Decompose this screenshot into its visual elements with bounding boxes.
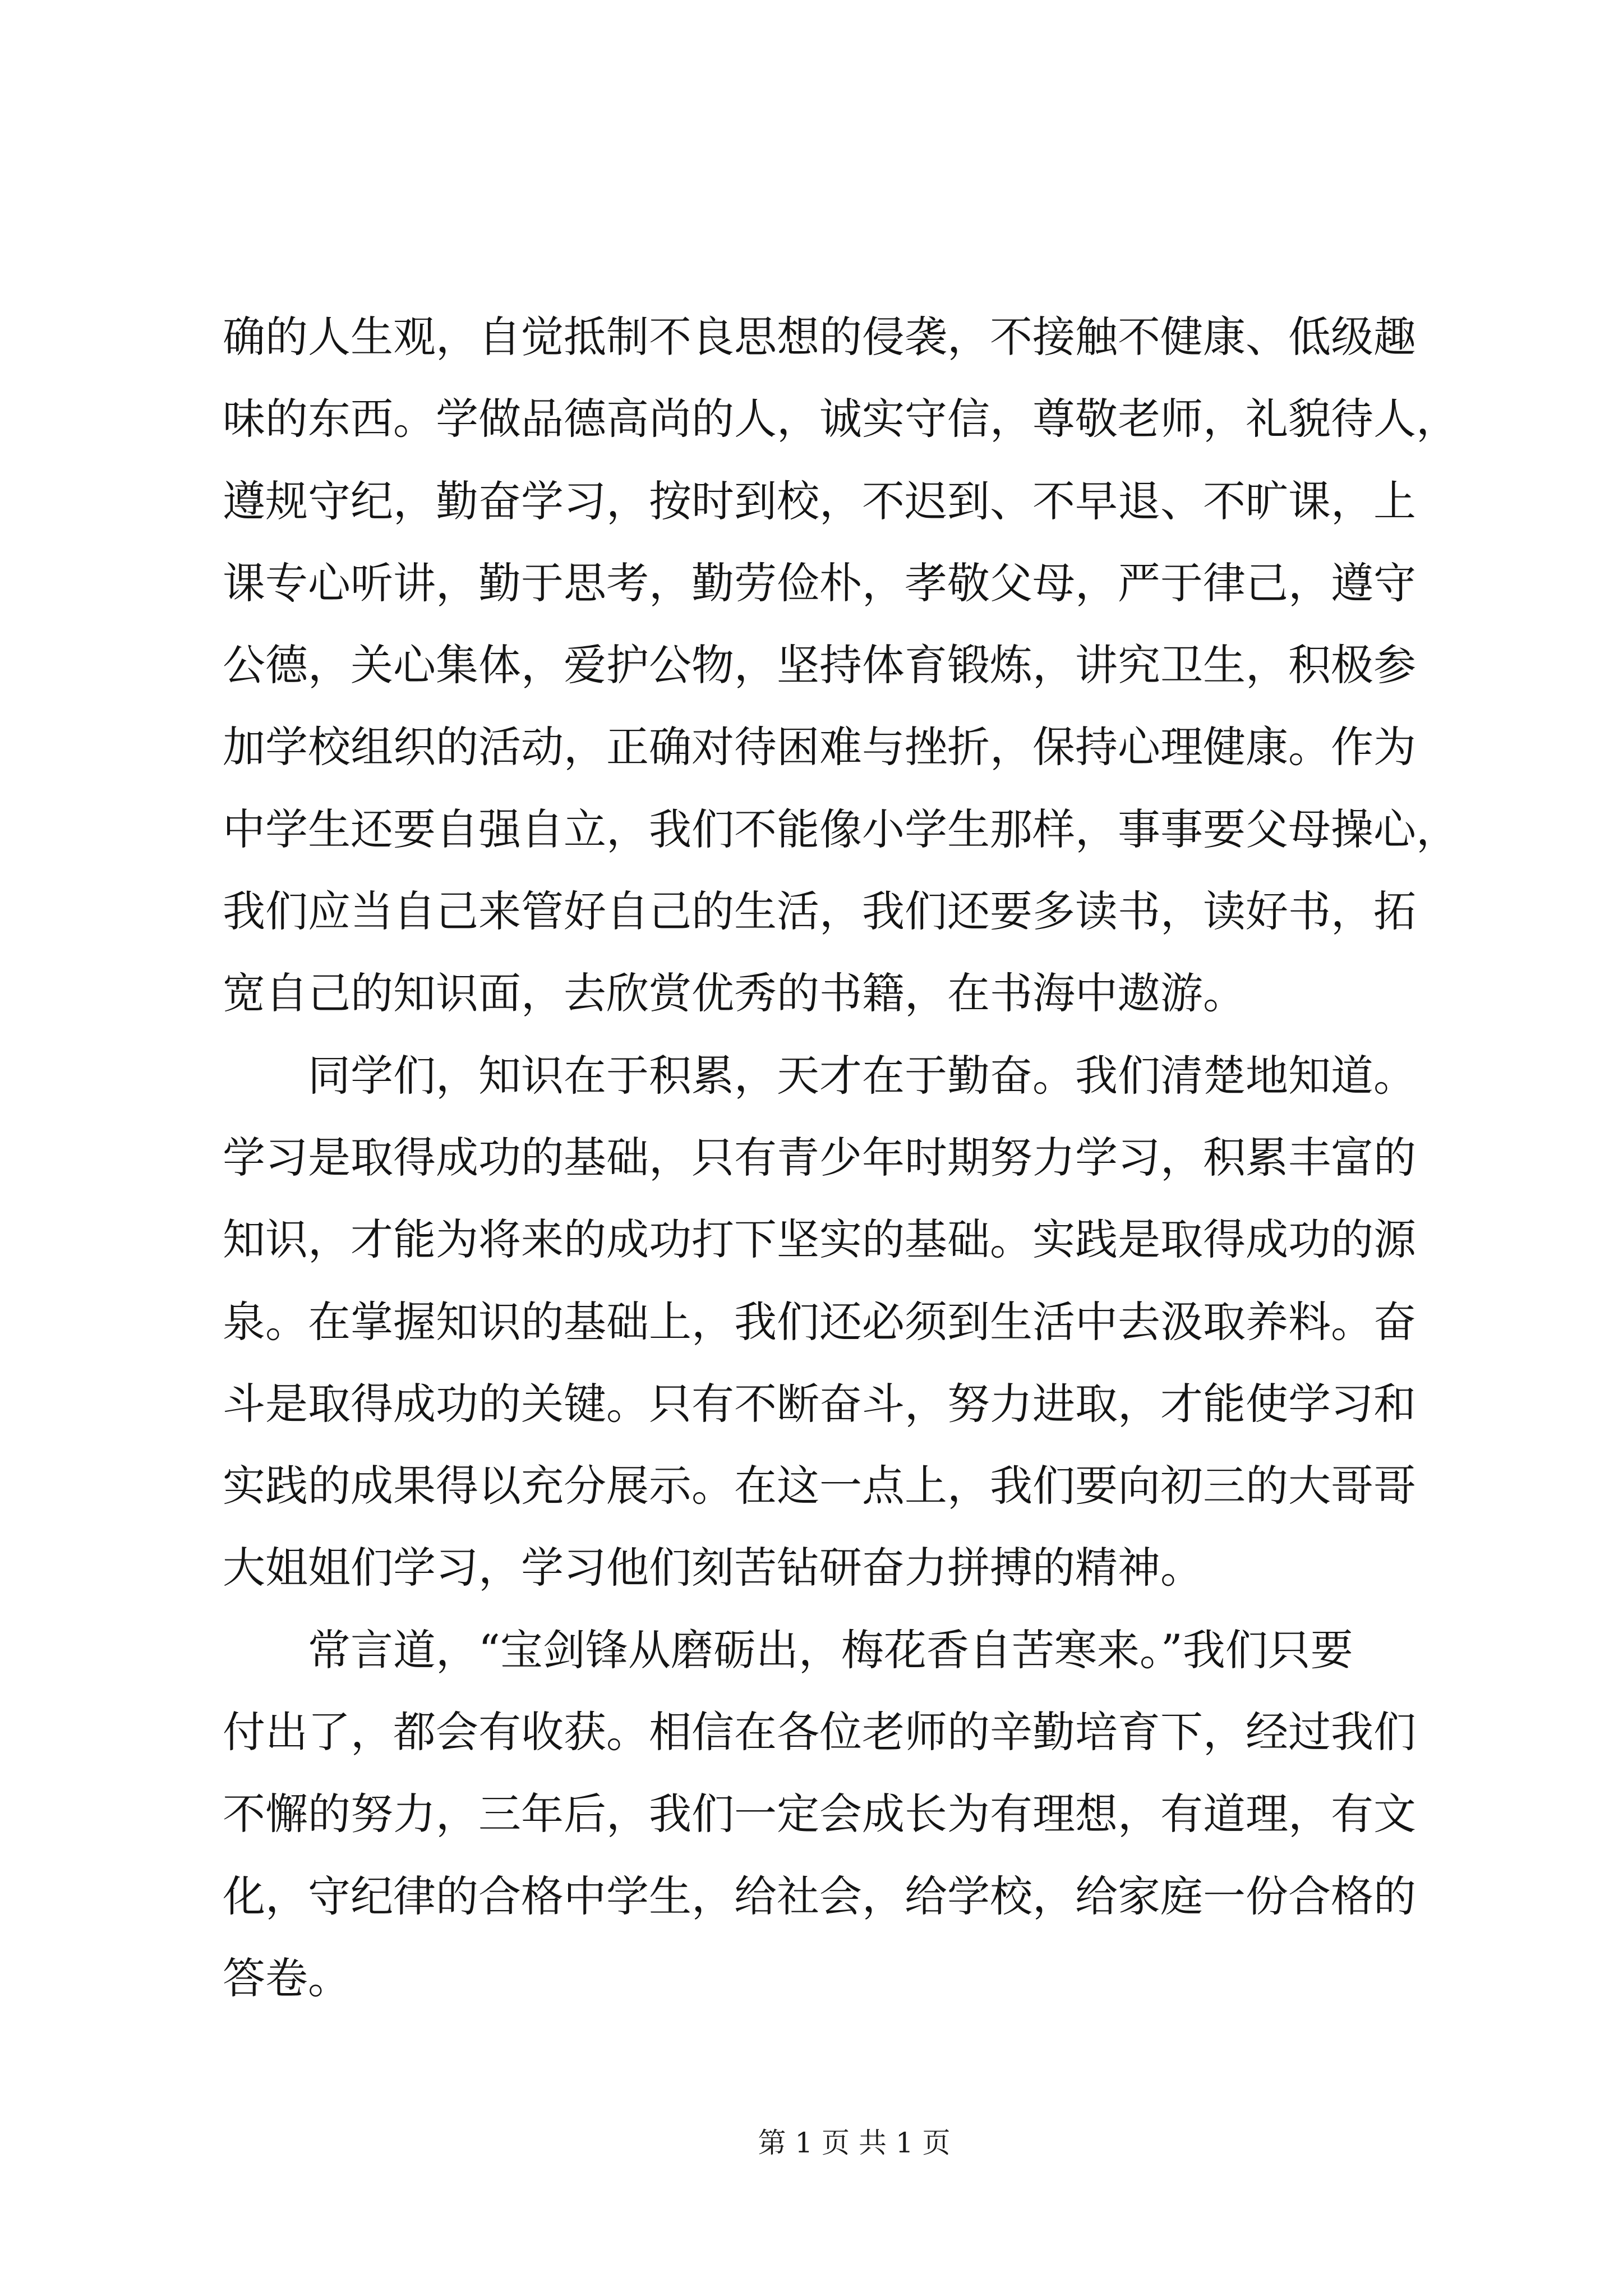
body-line: 泉。在掌握知识的基础上，我们还必须到生活中去汲取养料。奋 <box>223 1296 1416 1347</box>
body-line: 加学校组织的活动，正确对待困难与挫折，保持心理健康。作为 <box>223 722 1416 772</box>
paragraph <box>223 296 1513 1035</box>
body-line: 课专心听讲，勤于思考，勤劳俭朴，孝敬父母，严于律己，遵守 <box>223 558 1416 608</box>
body-line: 实践的成果得以充分展示。在这一点上，我们要向初三的大哥哥 <box>223 1461 1416 1511</box>
body-line: 公德，关心集体，爱护公物，坚持体育锻炼，讲究卫生，积极参 <box>223 640 1416 691</box>
body-line: 遵规守纪，勤奋学习，按时到校，不迟到、不早退、不旷课，上 <box>223 476 1416 526</box>
body-line: 味的东西。学做品德高尚的人，诚实守信，尊敬老师，礼貌待人， <box>223 394 1459 444</box>
document-body <box>223 296 1513 2019</box>
body-line: 确的人生观，自觉抵制不良思想的侵袭，不接触不健康、低级趣 <box>223 312 1416 362</box>
body-line: 知识，才能为将来的成功打下坚实的基础。实践是取得成功的源 <box>223 1214 1416 1265</box>
page-number-footer: 第 1 页 共 1 页 <box>758 2127 951 2159</box>
body-line: 答卷。 <box>223 1953 351 2003</box>
body-line: 我们应当自己来管好自己的生活，我们还要多读书，读好书，拓 <box>223 886 1416 937</box>
body-line: 化，守纪律的合格中学生，给社会，给学校，给家庭一份合格的 <box>223 1871 1416 1921</box>
body-line: 斗是取得成功的关键。只有不断奋斗，努力进取，才能使学习和 <box>223 1378 1416 1429</box>
body-line: 中学生还要自强自立，我们不能像小学生那样，事事要父母操心， <box>223 804 1459 854</box>
body-line: 付出了，都会有收获。相信在各位老师的辛勤培育下，经过我们 <box>223 1707 1416 1757</box>
body-line: 不懈的努力，三年后，我们一定会成长为有理想，有道理，有文 <box>223 1789 1416 1839</box>
body-line: 大姐姐们学习，学习他们刻苦钻研奋力拼搏的精神。 <box>223 1543 1203 1593</box>
body-line: 学习是取得成功的基础，只有青少年时期努力学习，积累丰富的 <box>223 1132 1416 1182</box>
paragraph <box>223 1035 1513 1609</box>
body-line: 同学们，知识在于积累，天才在于勤奋。我们清楚地知道。 <box>308 1050 1416 1101</box>
body-line: 常言道，“宝剑锋从磨砺出，梅花香自苦寒来。”我们只要 <box>308 1625 1353 1675</box>
paragraph <box>223 1609 1513 2019</box>
body-line: 宽自己的知识面，去欣赏优秀的书籍，在书海中遨游。 <box>223 968 1246 1019</box>
